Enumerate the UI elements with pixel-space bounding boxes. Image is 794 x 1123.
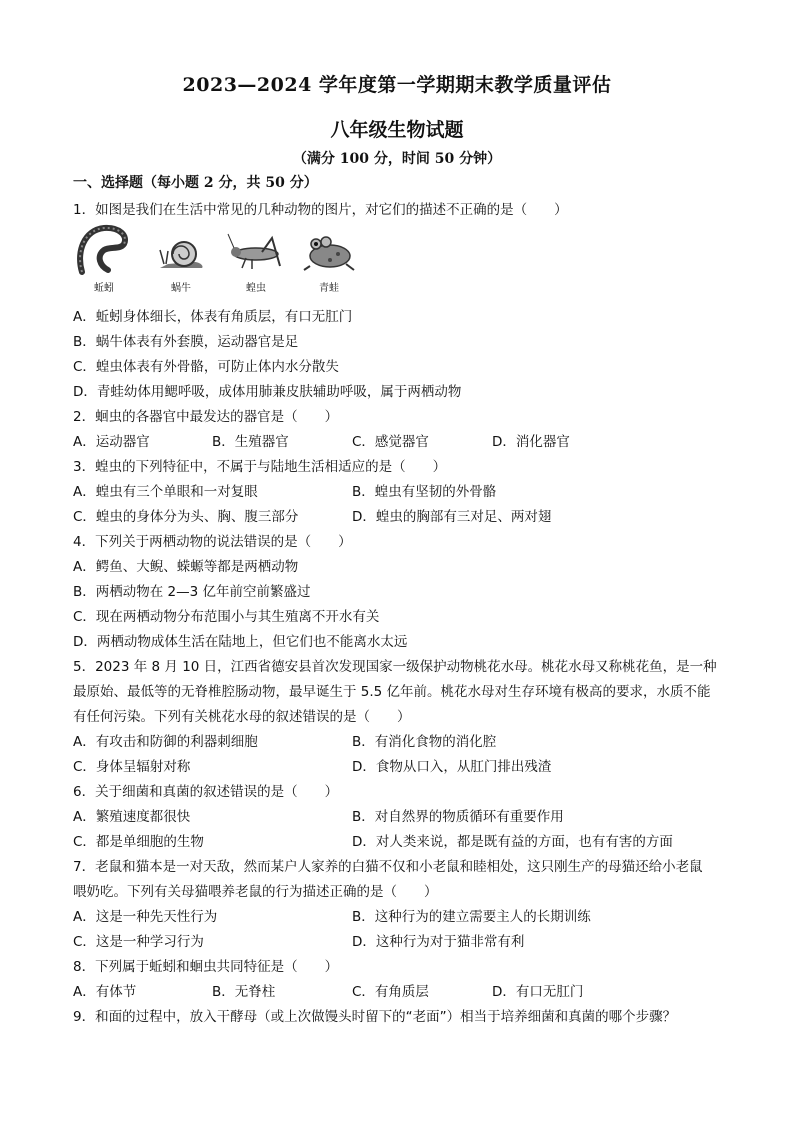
- question-4-stem: 4．下列关于两栖动物的说法错误的是（ ）: [73, 534, 352, 550]
- question-7-option-d: D．这种行为对于猫非常有利: [352, 934, 525, 950]
- question-3-option-d: D．蝗虫的胸部有三对足、两对翅: [352, 509, 552, 525]
- question-6-option-d: D．对人类来说，都是既有益的方面，也有有害的方面: [352, 834, 673, 850]
- question-5-line-2: 最原始、最低等的无脊椎腔肠动物，最早诞生于 5.5 亿年前。桃花水母对生存环境有极高的要求，水质不能: [73, 684, 711, 700]
- question-1-option-a: A．蚯蚓身体细长，体表有角质层，有口无肛门: [73, 309, 353, 325]
- question-1-option-b: B．蜗牛体表有外套膜，运动器官是足: [73, 334, 299, 350]
- grasshopper-figure: [225, 222, 287, 294]
- question-7-line-1: 7．老鼠和猫本是一对天敌，然而某户人家养的白猫不仅和小老鼠和睦相处，这只刚生产的母猫还给小老鼠: [73, 859, 703, 875]
- exam-subtitle: 八年级生物试题: [330, 119, 464, 141]
- question-6-option-c: C．都是单细胞的生物: [73, 834, 204, 850]
- frog-icon: [300, 222, 358, 276]
- question-5-option-a: A．有攻击和防御的利器刺细胞: [73, 734, 258, 750]
- question-5-line-1: 5．2023 年 8 月 10 日，江西省德安县首次发现国家一级保护动物桃花水母。桃花水母又称桃花鱼，是一种: [73, 659, 717, 675]
- question-5-line-3: 有任何污染。下列有关桃花水母的叙述错误的是（ ）: [73, 709, 411, 725]
- question-8-option-b: B．无脊柱: [212, 984, 276, 1000]
- frog-figure: [299, 222, 359, 294]
- question-2-option-a: A．运动器官: [73, 434, 150, 450]
- question-8-option-a: A．有体节: [73, 984, 137, 1000]
- question-7-option-c: C．这是一种学习行为: [73, 934, 204, 950]
- grasshopper-icon: [226, 222, 286, 276]
- animal-figure: [73, 222, 363, 294]
- question-1-option-d: D．青蛙幼体用鳃呼吸，成体用肺兼皮肤辅助呼吸，属于两栖动物: [73, 384, 462, 400]
- question-1-stem: 1．如图是我们在生活中常见的几种动物的图片，对它们的描述不正确的是（ ）: [73, 202, 568, 218]
- snail-icon: [154, 222, 208, 276]
- snail-label: 蜗牛: [171, 283, 191, 294]
- question-2-stem: 2．蛔虫的各器官中最发达的器官是（ ）: [73, 409, 339, 425]
- section-heading: 一、选择题（每小题 2 分，共 50 分）: [73, 175, 318, 191]
- question-3-option-c: C．蝗虫的身体分为头、胸、腹三部分: [73, 509, 299, 525]
- question-2-option-d: D．消化器官: [492, 434, 570, 450]
- question-7-option-a: A．这是一种先天性行为: [73, 909, 218, 925]
- question-1-option-c: C．蝗虫体表有外骨骼，可防止体内水分散失: [73, 359, 339, 375]
- snail-figure: [153, 222, 209, 294]
- frog-label: 青蛙: [319, 283, 339, 294]
- question-5-option-c: C．身体呈辐射对称: [73, 759, 191, 775]
- question-4-option-c: C．现在两栖动物分布范围小与其生殖离不开水有关: [73, 609, 380, 625]
- question-8-stem: 8．下列属于蚯蚓和蛔虫共同特征是（ ）: [73, 959, 339, 975]
- question-5-option-d: D．食物从口入，从肛门排出残渣: [352, 759, 552, 775]
- question-6-option-b: B．对自然界的物质循环有重要作用: [352, 809, 564, 825]
- exam-title: 2023—2024 学年度第一学期期末教学质量评估: [182, 74, 612, 96]
- earthworm-figure: [73, 222, 135, 294]
- question-7-option-b: B．这种行为的建立需要主人的长期训练: [352, 909, 591, 925]
- question-7-line-2: 喂奶吃。下列有关母猫喂养老鼠的行为描述正确的是（ ）: [73, 884, 438, 900]
- question-8-option-d: D．有口无肛门: [492, 984, 584, 1000]
- question-6-option-a: A．繁殖速度都很快: [73, 809, 191, 825]
- question-3-stem: 3．蝗虫的下列特征中，不属于与陆地生活相适应的是（ ）: [73, 459, 447, 475]
- grasshopper-label: 蝗虫: [246, 283, 266, 294]
- question-4-option-a: A．鳄鱼、大鲵、蝾螈等都是两栖动物: [73, 559, 299, 575]
- question-4-option-d: D．两栖动物成体生活在陆地上，但它们也不能离水太远: [73, 634, 408, 650]
- question-5-option-b: B．有消化食物的消化腔: [352, 734, 497, 750]
- question-3-option-a: A．蝗虫有三个单眼和一对复眼: [73, 484, 258, 500]
- question-2-option-b: B．生殖器官: [212, 434, 289, 450]
- question-3-option-b: B．蝗虫有坚韧的外骨骼: [352, 484, 497, 500]
- question-6-stem: 6．关于细菌和真菌的叙述错误的是（ ）: [73, 784, 339, 800]
- exam-note: （满分 100 分，时间 50 分钟）: [292, 151, 502, 167]
- question-4-option-b: B．两栖动物在 2—3 亿年前空前繁盛过: [73, 584, 311, 600]
- question-2-option-c: C．感觉器官: [352, 434, 429, 450]
- earthworm-label: 蚯蚓: [94, 283, 114, 294]
- question-9-stem: 9．和面的过程中，放入干酵母（或上次做馒头时留下的“老面”）相当于培养细菌和真菌的哪个步骤？: [73, 1009, 677, 1025]
- earthworm-icon: [74, 222, 134, 276]
- question-8-option-c: C．有角质层: [352, 984, 429, 1000]
